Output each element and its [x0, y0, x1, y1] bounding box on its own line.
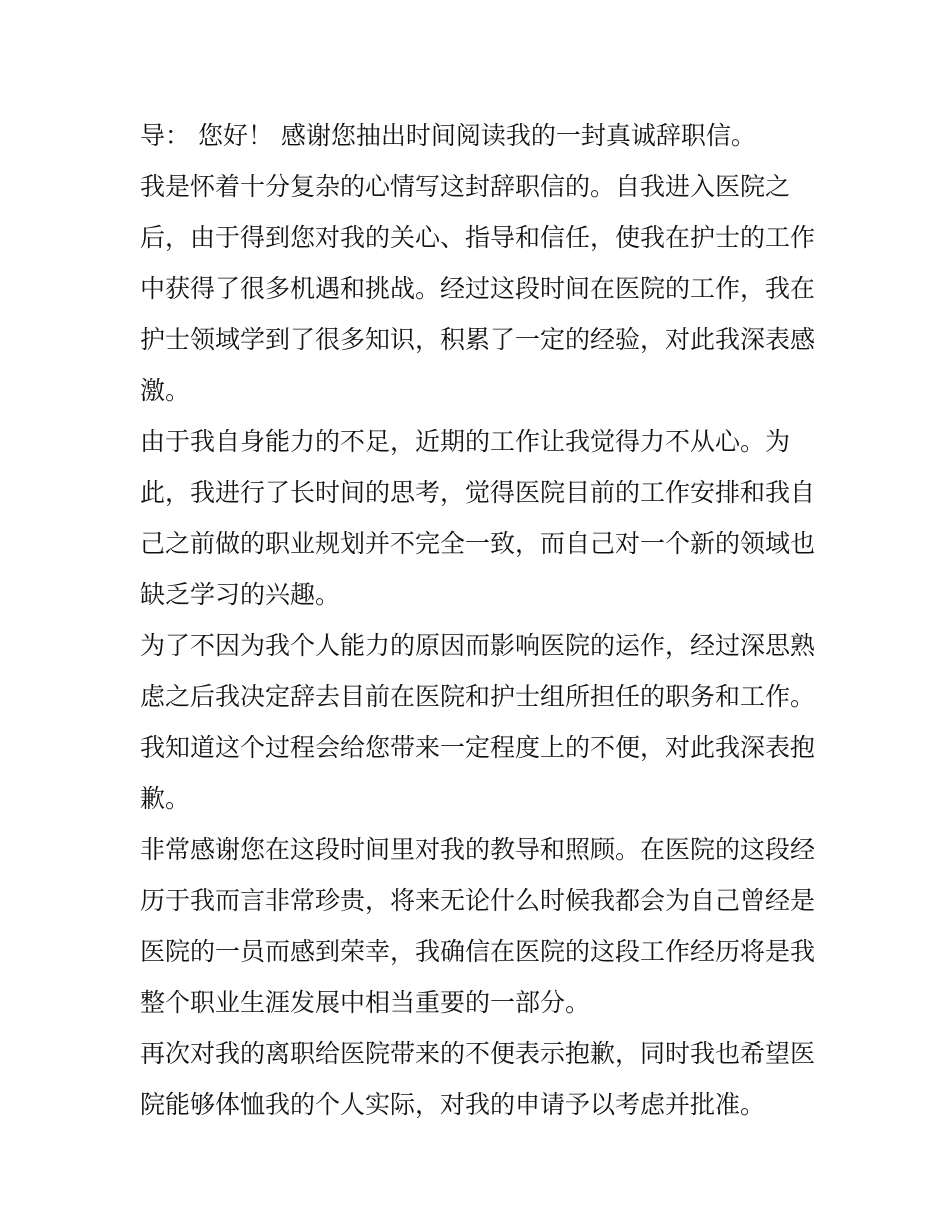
- text-line: 此，我进行了长时间的思考，觉得医院目前的工作安排和我自: [140, 478, 816, 507]
- text-line: 非常感谢您在这段时间里对我的教导和照顾。在医院的这段经: [140, 835, 816, 864]
- text-line: 我知道这个过程会给您带来一定程度上的不便，对此我深表抱: [140, 733, 816, 762]
- text-line: 中获得了很多机遇和挑战。经过这段时间在医院的工作，我在: [140, 274, 816, 303]
- text-line: 歉。: [140, 784, 191, 813]
- text-line: 历于我而言非常珍贵，将来无论什么时候我都会为自己曾经是: [140, 886, 816, 915]
- text-line: 我是怀着十分复杂的心情写这封辞职信的。自我进入医院之: [140, 172, 791, 201]
- text-line: 缺乏学习的兴趣。: [140, 580, 341, 609]
- text-line: 整个职业生涯发展中相当重要的一部分。: [140, 988, 591, 1017]
- text-line: 激。: [140, 376, 191, 405]
- text-line: 为了不因为我个人能力的原因而影响医院的运作，经过深思熟: [140, 631, 816, 660]
- text-line: 导： 您好！ 感谢您抽出时间阅读我的一封真诚辞职信。: [140, 121, 756, 150]
- text-line: 由于我自身能力的不足，近期的工作让我觉得力不从心。为: [140, 427, 791, 456]
- text-line: 医院的一员而感到荣幸，我确信在医院的这段工作经历将是我: [140, 937, 816, 966]
- letter-body: [140, 110, 820, 1130]
- text-line: 己之前做的职业规划并不完全一致，而自己对一个新的领域也: [140, 529, 816, 558]
- text-line: 虑之后我决定辞去目前在医院和护士组所担任的职务和工作。: [140, 682, 816, 711]
- text-line: 护士领域学到了很多知识，积累了一定的经验，对此我深表感: [140, 325, 816, 354]
- text-line: 后，由于得到您对我的关心、指导和信任，使我在护士的工作: [140, 223, 816, 252]
- text-line: 再次对我的离职给医院带来的不便表示抱歉，同时我也希望医: [140, 1039, 816, 1068]
- text-line: 院能够体恤我的个人实际，对我的申请予以考虑并批准。: [140, 1090, 766, 1119]
